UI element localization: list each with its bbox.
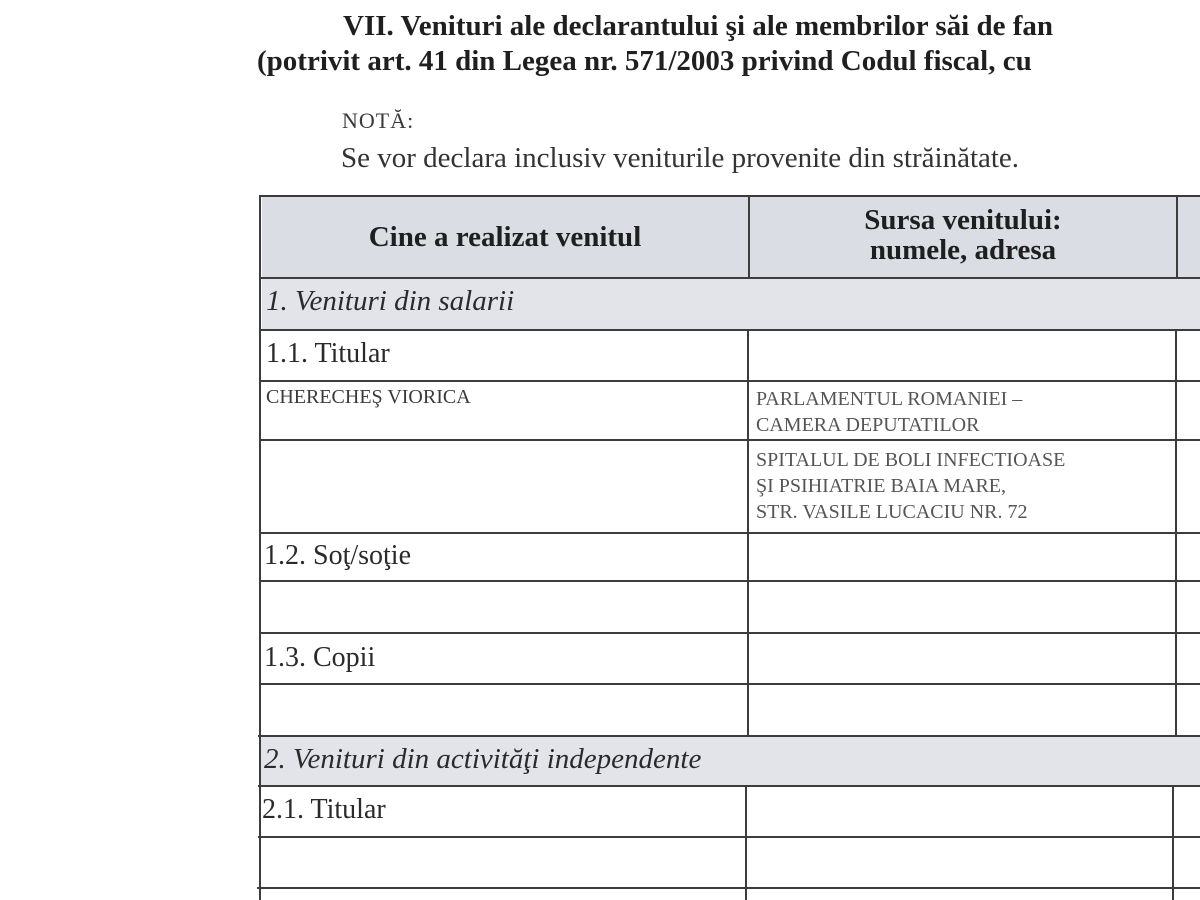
income-source-1 <box>756 386 1022 438</box>
person-name: CHERECHEŞ VIORICA <box>266 386 471 408</box>
section-title-salaries: 1. Venituri din salarii <box>266 285 515 317</box>
row-label-titular-independent: 2.1. Titular <box>262 794 386 825</box>
row-label-spouse: 1.2. Soţ/soţie <box>264 540 412 571</box>
row-label-children: 1.3. Copii <box>264 642 376 673</box>
note-label: NOTĂ: <box>342 108 415 133</box>
income-source-1-line1: PARLAMENTUL ROMANIEI – <box>756 388 1023 410</box>
column-header-source <box>750 205 1176 265</box>
section-title-line2: (potrivit art. 41 din Legea nr. 571/2003 privind Codul fiscal, cu <box>257 45 1032 77</box>
section-title-line1: VII. Venituri ale declarantului şi ale membrilor săi de fan <box>343 10 1053 42</box>
income-source-2 <box>756 447 1065 525</box>
section-title-independent: 2. Venituri din activităţi independente <box>264 743 702 775</box>
income-source-2-line2: ŞI PSIHIATRIE BAIA MARE, <box>756 475 1007 497</box>
row-label-titular: 1.1. Titular <box>266 338 390 369</box>
note-text: Se vor declara inclusiv veniturile provenite din străinătate. <box>341 142 1020 174</box>
income-source-2-line3: STR. VASILE LUCACIU NR. 72 <box>756 501 1028 523</box>
column-header-source-line1: Sursa venitului: <box>864 204 1062 236</box>
column-header-source-line2: numele, adresa <box>869 234 1057 266</box>
income-source-2-line1: SPITALUL DE BOLI INFECTIOASE <box>756 449 1066 471</box>
column-header-who: Cine a realizat venitul <box>368 221 642 253</box>
income-source-1-line2: CAMERA DEPUTATILOR <box>756 414 980 436</box>
